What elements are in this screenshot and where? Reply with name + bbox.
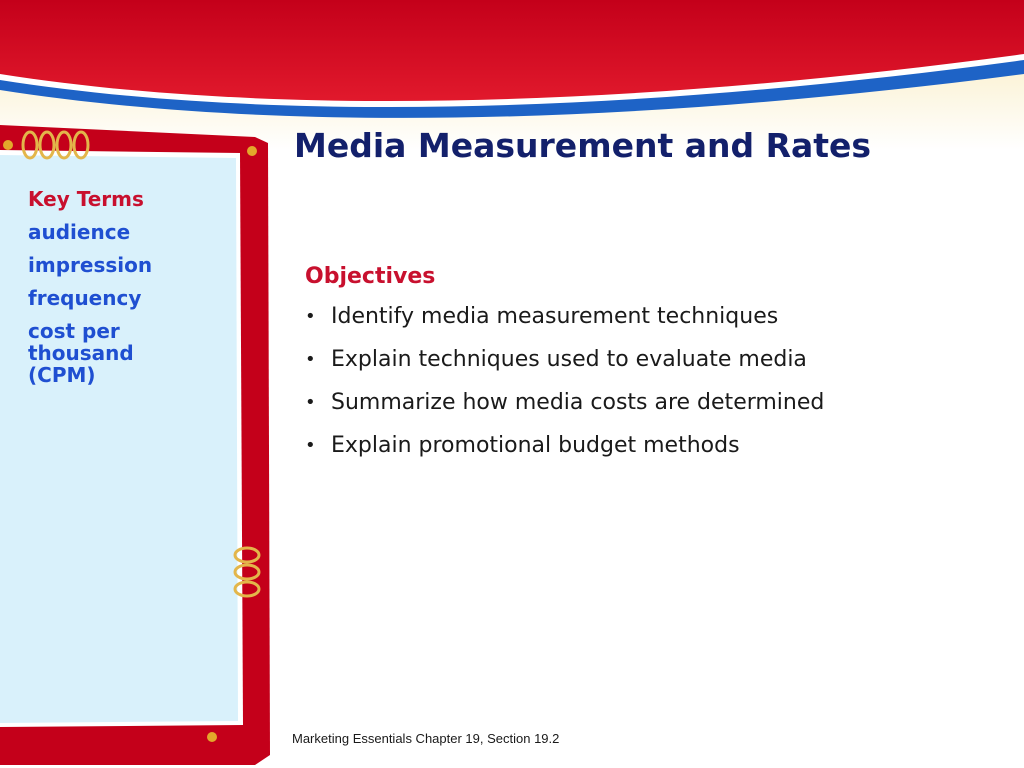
bullet-icon: • bbox=[305, 306, 316, 327]
page-title: Media Measurement and Rates bbox=[294, 126, 872, 165]
key-terms-heading: Key Terms bbox=[28, 187, 144, 211]
objectives-section bbox=[305, 264, 1005, 475]
key-term-frequency: frequency bbox=[28, 286, 142, 310]
objectives-list bbox=[305, 303, 1005, 460]
objective-item bbox=[305, 303, 1005, 331]
objectives-heading: Objectives bbox=[305, 264, 436, 289]
key-terms-list bbox=[28, 188, 228, 397]
objective-text: Identify media measurement techniques bbox=[331, 304, 779, 329]
objective-text: Explain promotional budget methods bbox=[331, 433, 740, 458]
key-term-cpm: cost per thousand (CPM) bbox=[28, 319, 134, 387]
footer-citation: Marketing Essentials Chapter 19, Section 19.2 bbox=[292, 731, 560, 746]
objective-item bbox=[305, 432, 1005, 460]
objective-text: Summarize how media costs are determined bbox=[331, 390, 825, 415]
objective-item bbox=[305, 346, 1005, 374]
objective-item bbox=[305, 389, 1005, 417]
bullet-icon: • bbox=[305, 349, 316, 370]
key-term-impression: impression bbox=[28, 253, 153, 277]
objective-text: Explain techniques used to evaluate media bbox=[331, 347, 807, 372]
bullet-icon: • bbox=[305, 392, 316, 413]
rivet-icon bbox=[3, 140, 13, 150]
key-term-audience: audience bbox=[28, 220, 131, 244]
bullet-icon: • bbox=[305, 435, 316, 456]
rivet-icon bbox=[247, 146, 257, 156]
rivet-icon bbox=[207, 732, 217, 742]
